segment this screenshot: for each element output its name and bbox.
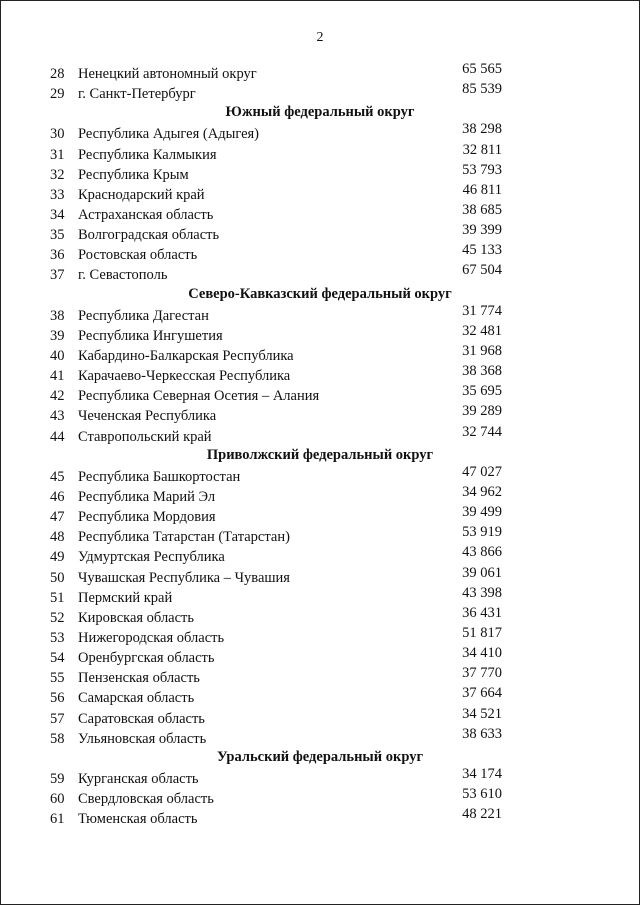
row-number: 38 [50,307,65,324]
table-row [0,304,640,324]
region-name: Кировская область [78,609,195,626]
row-number: 31 [50,146,65,163]
region-value: 38 633 [462,725,502,742]
table-row [0,525,640,545]
region-name: Пензенская область [78,670,200,687]
row-number: 37 [50,267,65,284]
table-row [0,485,640,505]
table-row [0,707,640,727]
table-row [0,807,640,827]
region-value: 38 298 [462,121,502,138]
row-number: 49 [50,549,65,566]
row-number: 43 [50,408,65,425]
table-row [0,203,640,223]
row-number: 35 [50,227,65,244]
region-value: 46 811 [462,181,502,198]
region-value: 48 221 [462,806,502,823]
region-name: Республика Адыгея (Адыгея) [78,126,260,143]
district-header [0,445,640,465]
region-name: Республика Татарстан (Татарстан) [78,529,290,546]
region-value: 51 817 [462,624,502,641]
table-row [0,425,640,445]
table-row [0,223,640,243]
row-number: 61 [50,811,65,828]
table-row [0,545,640,565]
row-number: 45 [50,468,65,485]
region-value: 32 811 [462,141,502,158]
region-name: Удмуртская Республика [78,549,225,566]
region-name: Волгоградская область [78,227,220,244]
region-name: Республика Северная Осетия – Алания [78,388,320,405]
district-title: Уральский федеральный округ [216,748,424,765]
region-name: Республика Ингушетия [78,327,223,344]
row-number: 30 [50,126,65,143]
table-row [0,243,640,263]
region-name: Чувашская Республика – Чувашия [78,569,290,586]
region-value: 85 539 [462,81,502,98]
region-name: Республика Марий Эл [78,488,216,505]
region-name: Республика Дагестан [78,307,209,324]
row-number: 57 [50,710,65,727]
table-row [0,404,640,424]
region-value: 34 521 [462,705,502,722]
region-name: Чеченская Республика [78,408,217,425]
region-name: Карачаево-Черкесская Республика [78,368,291,385]
region-value: 43 398 [462,584,502,601]
table-row [0,727,640,747]
region-name: Республика Башкортостан [78,468,241,485]
row-number: 29 [50,86,65,103]
table-row [0,465,640,485]
region-value: 34 962 [462,483,502,500]
region-name: Саратовская область [78,710,205,727]
row-number: 54 [50,650,65,667]
region-name: Республика Мордовия [78,509,216,526]
region-value: 37 664 [462,685,502,702]
table-row [0,767,640,787]
row-number: 36 [50,247,65,264]
region-value: 34 410 [462,645,502,662]
region-name: Свердловская область [78,791,214,808]
region-value: 39 499 [462,504,502,521]
table-row [0,505,640,525]
row-number: 44 [50,428,65,445]
row-number: 47 [50,509,65,526]
region-value: 39 289 [462,403,502,420]
region-value: 47 027 [462,463,502,480]
region-name: Краснодарский край [78,186,205,203]
table-row [0,686,640,706]
row-number: 33 [50,186,65,203]
district-title: Приволжский федеральный округ [206,446,434,463]
region-name: Оренбургская область [78,650,215,667]
region-value: 67 504 [462,262,502,279]
region-name: г. Санкт-Петербург [78,86,196,103]
table-row [0,183,640,203]
region-value: 53 793 [462,161,502,178]
row-number: 58 [50,730,65,747]
region-value: 53 610 [462,786,502,803]
region-value: 31 968 [462,342,502,359]
region-value: 38 685 [462,201,502,218]
region-name: Нижегородская область [78,629,225,646]
region-value: 35 695 [462,383,502,400]
region-value: 39 399 [462,222,502,239]
region-name: Пермский край [78,589,173,606]
region-value: 65 565 [462,61,502,77]
row-number: 60 [50,791,65,808]
region-name: Ненецкий автономный округ [78,66,257,82]
row-number: 40 [50,347,65,364]
table-row [0,787,640,807]
table-row [0,82,640,102]
table-row [0,344,640,364]
region-value: 45 133 [462,242,502,259]
region-value: 37 770 [462,665,502,682]
table-row [0,143,640,163]
region-name: Тюменская область [78,811,198,828]
region-name: Ульяновская область [78,730,207,747]
row-number: 41 [50,368,65,385]
row-number: 52 [50,609,65,626]
row-number: 51 [50,589,65,606]
district-header [0,284,640,304]
district-header [0,747,640,767]
table-row [0,606,640,626]
region-name: Самарская область [78,690,195,707]
district-title: Северо-Кавказский федеральный округ [188,285,452,302]
region-value: 43 866 [462,544,502,561]
region-name: Республика Калмыкия [78,146,217,163]
row-number: 42 [50,388,65,405]
row-number: 28 [50,66,65,82]
table-row [0,646,640,666]
row-number: 59 [50,770,65,787]
table-row [0,384,640,404]
region-table [0,62,640,827]
table-row [0,626,640,646]
table-row [0,122,640,142]
row-number: 48 [50,529,65,546]
region-value: 53 919 [462,524,502,541]
row-number: 56 [50,690,65,707]
region-value: 32 744 [462,423,502,440]
region-value: 34 174 [462,765,502,782]
region-value: 39 061 [462,564,502,581]
region-value: 32 481 [462,322,502,339]
row-number: 32 [50,166,65,183]
region-value: 31 774 [462,302,502,319]
region-name: Республика Крым [78,166,189,183]
table-row [0,324,640,344]
table-row [0,263,640,283]
table-row [0,364,640,384]
table-row [0,666,640,686]
row-number: 50 [50,569,65,586]
row-number: 34 [50,206,65,223]
district-title: Южный федеральный округ [225,104,415,121]
region-name: Ростовская область [78,247,198,264]
table-row [0,163,640,183]
region-name: Курганская область [78,770,199,787]
region-value: 38 368 [462,363,502,380]
page-number: 2 [316,30,324,45]
region-name: г. Севастополь [78,267,168,284]
row-number: 46 [50,488,65,505]
district-header [0,102,640,122]
row-number: 53 [50,629,65,646]
table-row [0,62,640,82]
region-value: 36 431 [462,604,502,621]
table-row [0,566,640,586]
region-name: Кабардино-Балкарская Республика [78,347,294,364]
region-name: Ставропольский край [78,428,212,445]
region-name: Астраханская область [78,206,214,223]
row-number: 39 [50,327,65,344]
row-number: 55 [50,670,65,687]
table-row [0,586,640,606]
